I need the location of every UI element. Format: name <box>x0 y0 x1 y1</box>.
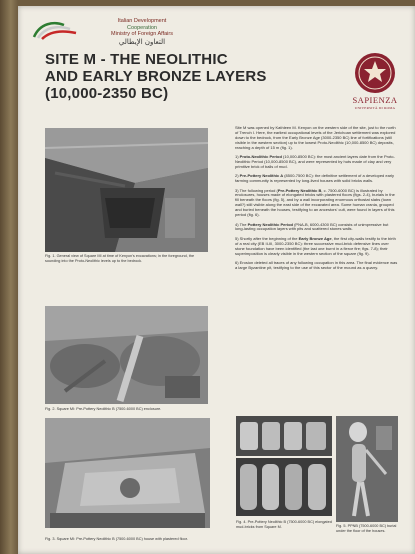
paragraph-6: 6) Erosion deleted all traces of any following occupation in this area. The final evidence was a large Byzantine pit, testifying to the use of this sector of the mound as a quarry. <box>235 259 398 270</box>
p4-number: 4) The <box>235 221 248 227</box>
p1-number: 1) <box>235 154 240 160</box>
p5-heading: Early Bronze Age <box>298 235 332 241</box>
university-subtitle: UNIVERSITÀ DI ROMA <box>354 106 396 110</box>
paragraph-1 <box>235 155 398 170</box>
caption-fig3: Fig. 3. Square MI: Pre-Pottery Neolithic B (7500-6000 BC) house with plastered floor. <box>45 537 188 541</box>
p4-heading: Pottery Neolithic Period <box>247 221 293 227</box>
title-line2: AND EARLY BRONZE LAYERS <box>45 68 267 85</box>
caption-fig2: Fig. 2. Square MI: Pre-Pottery Neolithic B (7500-6000 BC) enclosure. <box>45 407 162 411</box>
title-line3: (10,000-2350 BC) <box>45 85 169 102</box>
p2-number: 2) <box>235 173 240 179</box>
sapienza-seal-icon <box>354 52 396 94</box>
paragraph-2 <box>235 174 398 184</box>
university-title: SAPIENZA <box>352 95 398 105</box>
caption-fig4: Fig. 4. Pre-Pottery Neolithic B (7500-6000 BC) elongated mud-bricks from Square M. <box>236 520 332 529</box>
photo-fig4-bottom <box>236 458 332 516</box>
photo-fig1 <box>45 128 208 252</box>
paragraph-5 <box>235 237 398 257</box>
photo-fig3 <box>45 418 210 528</box>
p4-text: (PNA-B, 6000-4300 BC) consists of unimpressive but long-lasting occupation layers with pits and scattered stones walls. <box>235 221 389 232</box>
page-title <box>45 51 305 102</box>
p5-number: 5) Shortly after the beginning of the <box>235 235 299 241</box>
p1-text: (10,000-8500 BC): the most ancient layers date from the Proto-Neolithic Period (10,000-8500 BC), and were represented by huts made of clay and very primitive brick of balls of mud. <box>235 154 395 169</box>
caption-fig1: Fig. 1. General view of Square MI at time of Kenyon's excavations; in the foreground, the sounding into the Proto-Neolithic levels up to the bedrock. <box>45 254 195 263</box>
sponsor-line4: التعاون الإيطالي <box>118 37 166 46</box>
paragraph-3 <box>235 189 398 218</box>
university-name <box>343 95 407 110</box>
photo-fig5 <box>336 416 398 522</box>
paragraph-4 <box>235 223 398 233</box>
p2-text: (8500-7500 BC): the definitive settlement of a developed early farming community is represented by long-lived houses with solid bricks walls. <box>235 173 395 184</box>
sponsor-block <box>82 18 202 45</box>
intro-paragraph: Site M was opened by Kathleen M. Kenyon on the western side of the site, just to the north of Trench I. Here, the earliest occupational levels of the Jerichoan settlement was explored down to the bedrock, from the Early Bronze Age (3000-2350 BC) line of fortifications (still visible in the western section) up to the lowest Proto-Neolithic (10,000-8500 BC) deposits, reaching a depth of 15 m (fig. 1). <box>235 125 396 150</box>
sponsor-line2: Cooperation <box>127 24 157 31</box>
italian-cooperation-logo-icon <box>30 19 80 41</box>
title-line1: SITE M - THE NEOLITHIC <box>45 51 228 68</box>
p3-number: 3) The following period ( <box>235 187 278 193</box>
p3-text: , c. 7500-6000 BC) is illustrated by enclosures, houses made of elongated bricks with plastered floors (figs. 2-4), burials in the fill beneath the floors (fig. 5), and by a wall incorporating enormous orthostat slabs (town wall?) still visible along the east side of the excavated area. Some human crania, grouped and buried beneath the houses, testifying to an ancestors' cult, were found in layers of this period (fig. 6). <box>235 187 395 218</box>
caption-fig5: Fig. 5. PPNB (7500-6000 BC) burial under the floor of the houses. <box>336 524 397 533</box>
board-frame-left <box>0 0 18 554</box>
body-text <box>235 126 398 275</box>
photo-fig4-top <box>236 416 332 456</box>
photo-fig2 <box>45 306 208 404</box>
p5-text: , the first city-walls testify to the birth of a real city (EB II-III, 3000-2350 BC): three successive mud-brick defensive lines over stone foundation have been identified (the last one burnt in a fierce fire; figs. 7-8); their superimposition is clearly visible in the western section of the square (fig. 9). <box>235 235 396 256</box>
p1-heading: Proto-Neolithic Period <box>239 154 282 160</box>
p3-heading: Pre-Pottery Neolithic B <box>277 187 322 193</box>
sponsor-line3: Ministry of Foreign Affairs <box>111 31 173 37</box>
p2-heading: Pre-Pottery Neolithic A <box>239 173 284 179</box>
sponsor-line1: Italian Development <box>117 18 167 24</box>
